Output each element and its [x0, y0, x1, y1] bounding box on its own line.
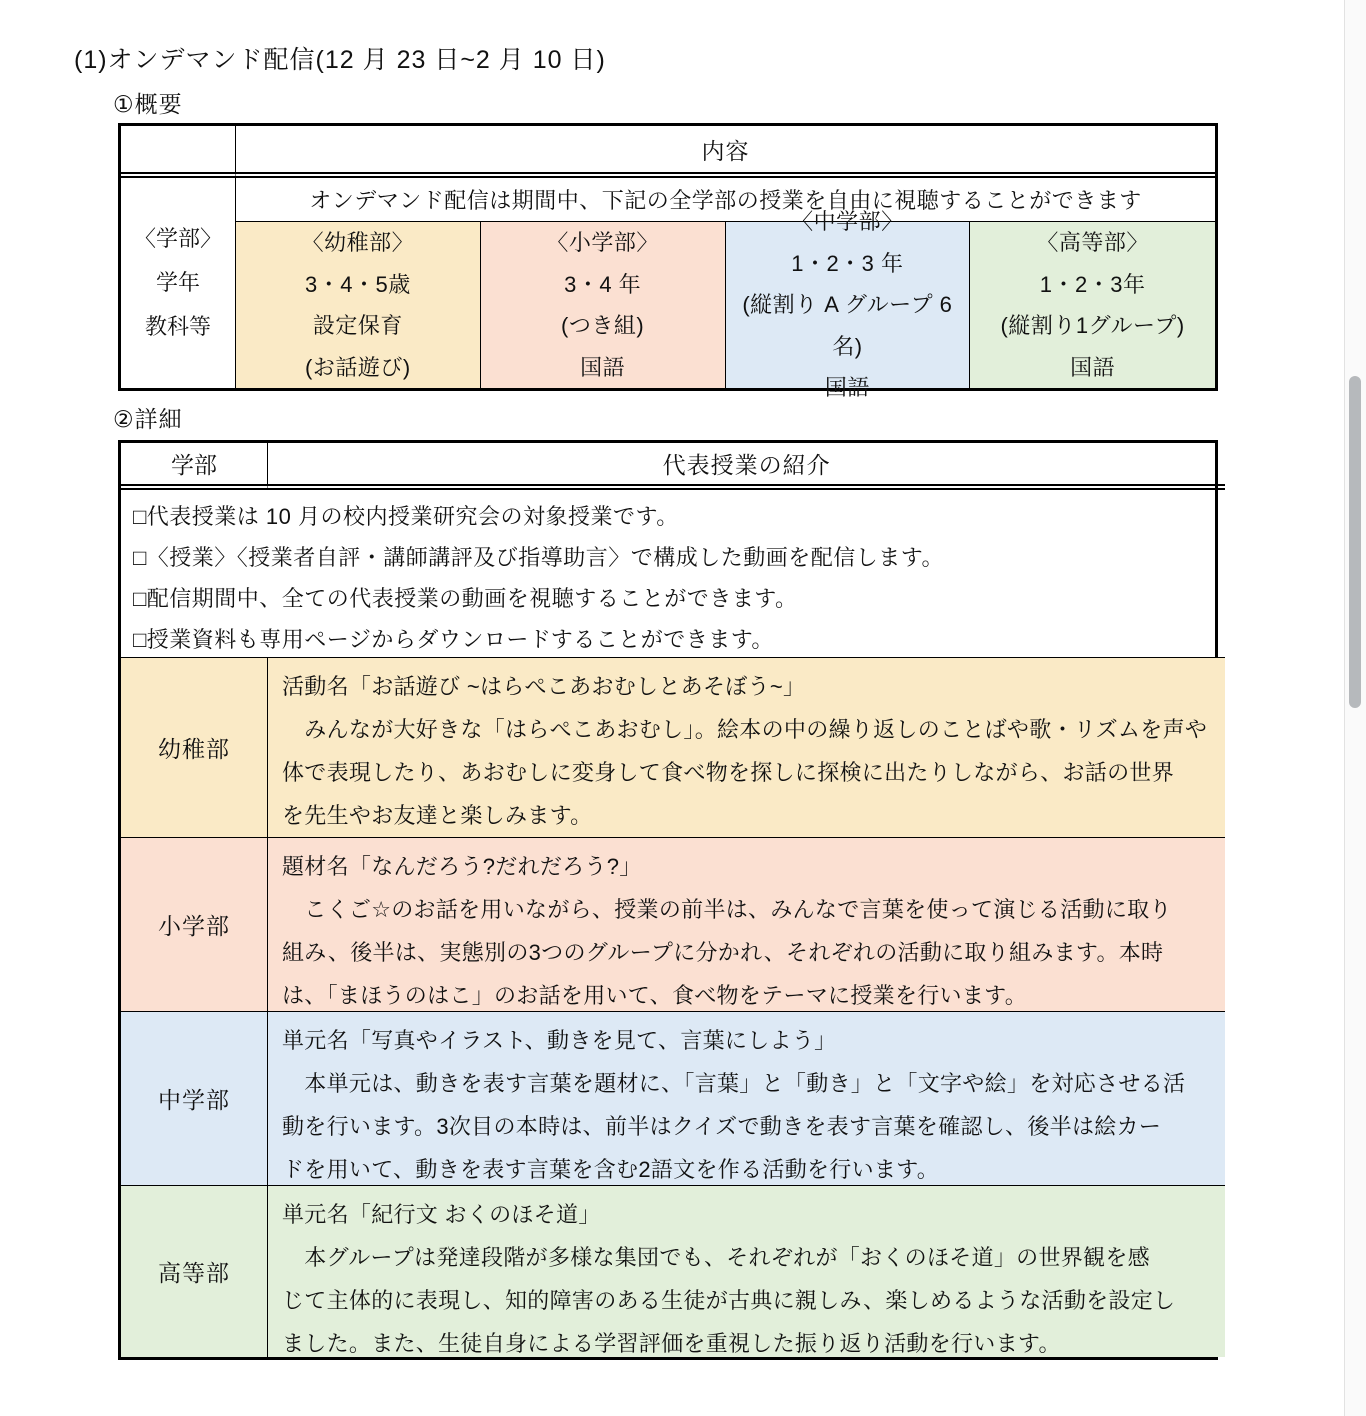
text-line: 本単元は、動きを表す言葉を題材に、「言葉」と「動き」と「文字や絵」を対応させる活 — [282, 1071, 1186, 1096]
overview-cell-senior-high — [970, 222, 1215, 388]
text-line: (つき組) — [561, 313, 645, 338]
text-line: 3・4 年 — [564, 271, 642, 297]
scrollbar-track[interactable] — [1344, 0, 1366, 1416]
overview-table-header-cell: 内容 — [236, 126, 1215, 178]
detail-row-content-junior-high — [268, 1012, 1225, 1186]
detail-table — [118, 440, 1218, 1360]
overview-cell-junior-high — [726, 209, 971, 401]
overview-table-corner-cell — [121, 126, 236, 178]
text-line: 組み、後半は、実態別の3つのグループに分かれ、それぞれの活動に取り組みます。本時 — [282, 940, 1164, 965]
overview-table-subheader-cell: オンデマンド配信は期間中、下記の全学部の授業を自由に視聴することができます — [236, 178, 1215, 222]
detail-row-content-elementary — [268, 838, 1225, 1012]
text-line: 1・2・3年 — [1039, 271, 1146, 297]
text-line: 〈中学部〉 — [791, 209, 904, 235]
scrollbar-thumb[interactable] — [1349, 376, 1361, 708]
text-line: (縦割り1グループ) — [1000, 313, 1185, 338]
text-line: (お話遊び) — [305, 354, 411, 380]
text-line: ドを用いて、動きを表す言葉を含む2語文を作る活動を行います。 — [282, 1157, 940, 1182]
text-line: 〈学部〉 — [133, 226, 222, 251]
text-line: ました。また、生徒自身による学習評価を重視した振り返り活動を行います。 — [282, 1331, 1061, 1356]
text-line: みんなが大好きな「はらぺこあおむし」。絵本の中の繰り返しのことばや歌・リズムを声や — [282, 717, 1208, 742]
detail-row-label-junior-high: 中学部 — [121, 1012, 268, 1186]
page-title: (1)オンデマンド配信(12 月 23 日~2 月 10 日) — [74, 46, 606, 74]
overview-cell-kindergarten — [236, 222, 481, 388]
text-line: □授業資料も専用ページからダウンロードすることができます。 — [133, 627, 774, 652]
detail-row-label-elementary: 小学部 — [121, 838, 268, 1012]
text-line: (縦割り A グループ 6 名) — [742, 292, 953, 359]
text-line: こくご☆のお話を用いながら、授業の前半は、みんなで言葉を使って演じる活動に取り — [282, 897, 1172, 922]
text-line: 〈幼稚部〉 — [301, 230, 415, 255]
text-line: 〈高等部〉 — [1036, 230, 1149, 255]
text-line: 単元名「写真やイラスト、動きを見て、言葉にしよう」 — [282, 1028, 837, 1053]
detail-row-label-kindergarten: 幼稚部 — [121, 658, 268, 838]
detail-table-header-right-cell: 代表授業の紹介 — [268, 443, 1225, 490]
detail-row-label-senior-high: 高等部 — [121, 1186, 268, 1357]
detail-row-content-kindergarten — [268, 658, 1225, 838]
text-line: 国語 — [1070, 354, 1116, 380]
detail-table-header-left-cell: 学部 — [121, 443, 268, 490]
text-line: □〈授業〉〈授業者自評・講師講評及び指導助言〉で構成した動画を配信します。 — [133, 545, 945, 570]
text-line: 3・4・5歳 — [305, 271, 411, 297]
section-overview-label: ①概要 — [113, 91, 183, 117]
text-line: 単元名「紀行文 おくのほそ道」 — [282, 1202, 601, 1227]
text-line: 〈小学部〉 — [546, 230, 659, 255]
text-line: じて主体的に表現し、知的障害のある生徒が古典に親しみ、楽しめるような活動を設定し — [282, 1288, 1176, 1313]
text-line: 1・2・3 年 — [791, 250, 904, 276]
text-line: □配信期間中、全ての代表授業の動画を視聴することができます。 — [133, 586, 798, 611]
text-line: 国語 — [580, 354, 626, 380]
text-line: 教科等 — [144, 314, 211, 339]
text-line: 学年 — [155, 270, 200, 295]
overview-table — [118, 123, 1218, 401]
text-line: 活動名「お話遊び ~はらぺこあおむしとあそぼう~」 — [282, 674, 806, 699]
text-line: 体で表現したり、あおむしに変身して食べ物を探しに探検に出たりしながら、お話の世界 — [282, 760, 1175, 785]
section-detail-label: ②詳細 — [113, 406, 183, 432]
overview-cell-elementary — [481, 222, 726, 388]
text-line: を先生やお友達と楽しみます。 — [282, 803, 593, 828]
text-line: は、「まほうのはこ」のお話を用いて、食べ物をテーマに授業を行います。 — [282, 983, 1028, 1008]
text-line: 題材名「なんだろう?だれだろう?」 — [282, 854, 642, 879]
detail-row-content-senior-high — [268, 1186, 1225, 1357]
text-line: 設定保育 — [312, 313, 403, 338]
text-line: 本グループは発達段階が多様な集団でも、それぞれが「おくのほそ道」の世界観を感 — [282, 1245, 1150, 1270]
detail-table-notes-cell — [121, 490, 1225, 658]
text-line: □代表授業は 10 月の校内授業研究会の対象授業です。 — [133, 504, 679, 529]
overview-table-row-label-cell — [121, 178, 236, 388]
text-line: 動を行います。3次目の本時は、前半はクイズで動きを表す言葉を確認し、後半は絵カー — [282, 1114, 1162, 1139]
text-line: 国語 — [824, 375, 870, 401]
